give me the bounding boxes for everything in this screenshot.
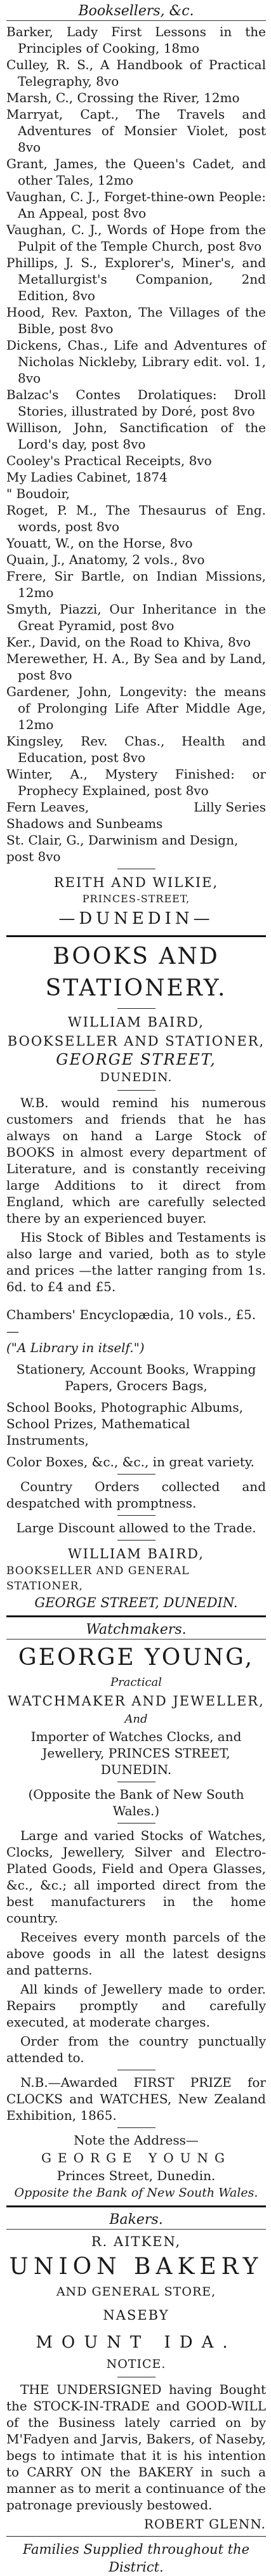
book-list-item: Smyth, Piazzi, Our Inheritance in the Great Pyramid, post 8vo <box>6 601 266 633</box>
stationery-line: Stationery, Account Books, Wrapping Papers, Grocers Bags, <box>16 1362 256 1393</box>
notice-line: NOTICE. <box>106 2357 166 2371</box>
book-list-item: Phillips, J. S., Explorer's, Miner's, and Metallurgist's Companion, 2nd Edition, 8vo <box>6 255 266 303</box>
section-divider <box>6 1615 266 1617</box>
fern-leaves-row <box>6 799 266 815</box>
book-list-item: My Ladies Cabinet, 1874 <box>6 470 168 485</box>
short-divider <box>117 2127 155 2128</box>
book-list-item: Marryat, Capt., The Travels and Adventures of Monsier Violet, post 8vo <box>6 107 266 155</box>
reith-wilkie-name: REITH AND WILKIE, <box>53 875 219 890</box>
baird-paragraph-2: His Stock of Bibles and Testaments is also large and varied, both as to style and prices —the latter ranging from 1s. 6d. to £4 and £5. <box>6 1230 266 1294</box>
young-award: N.B.—Awarded FIRST PRIZE for CLOCKS and WATCHES, New Zealand Exhibition, 1865. <box>6 2075 266 2123</box>
baird-city: DUNEDIN. <box>100 1070 173 1084</box>
book-list-item: Quain, J., Anatomy, 2 vols., 8vo <box>6 552 205 567</box>
book-list-item: Merewether, H. A., By Sea and by Land, post 8vo <box>6 651 266 683</box>
section-divider <box>6 2536 266 2537</box>
country-orders-line: Country Orders collected and despatched with promptness. <box>6 1479 266 1511</box>
young-paragraph-3: All kinds of Jewellery made to order. Repairs promptly and carefully executed, at moderate charges. <box>6 1981 266 2030</box>
book-list-item: Vaughan, C. J., Forget-thine-own People: An Appeal, post 8vo <box>6 189 266 221</box>
baird-street: GEORGE STREET, <box>56 1051 216 1068</box>
book-list <box>6 23 266 799</box>
book-list-item: Roget, P. M., The Thesaurus of Eng. words, post 8vo <box>6 503 266 534</box>
bakers-heading: Bakers. <box>6 2211 266 2230</box>
general-store-line: AND GENERAL STORE, <box>56 2285 216 2299</box>
book-list-item: Kingsley, Rev. Chas., Health and Education, post 8vo <box>6 733 266 765</box>
young-address-street: Princes Street, Dunedin. <box>56 2168 216 2183</box>
color-boxes-line: Color Boxes, &c., &c., in great variety. <box>6 1454 254 1469</box>
section-divider <box>6 2205 266 2207</box>
young-importer: Importer of Watches Clocks, and Jewellery, PRINCES STREET, DUNEDIN. <box>30 1729 242 1777</box>
book-list-item: Gardener, John, Longevity: the means of Prolonging Life After Middle Age, 12mo <box>6 684 266 732</box>
book-list-item: Culley, R. S., A Handbook of Practical Telegraphy, 8vo <box>6 57 266 89</box>
young-note: Note the Address— <box>74 2132 199 2148</box>
glenn-signature: ROBERT GLENN. <box>143 2516 266 2532</box>
stclair-text: St. Clair, G., Darwinism and Design, post 8vo <box>6 832 239 864</box>
book-list-item: Dickens, Chas., Life and Adventures of Nicholas Nickleby, Library edit. vol. 1, 8vo <box>6 338 266 386</box>
book-list-item: Vaughan, C. J., Words of Hope from the Pulpit of the Temple Church, post 8vo <box>6 222 266 254</box>
book-list-item: Winter, A., Mystery Finished: or Prophecy Explained, post 8vo <box>6 766 266 798</box>
book-list-item: Marsh, C., Crossing the River, 12mo <box>6 90 240 105</box>
school-books-line: School Books, Photographic Albums, School Prizes, Mathematical Instruments, <box>6 1400 243 1448</box>
young-practical: Practical <box>110 1676 162 1689</box>
union-bakery-title: UNION BAKERY <box>9 2254 263 2280</box>
discount-line: Large Discount allowed to the Trade. <box>16 1520 256 1535</box>
watchmakers-heading: Watchmakers. <box>6 1621 266 1640</box>
shadows-text: Shadows and Sunbeams <box>6 816 163 831</box>
book-list-item: Willison, John, Sanctification of the Lord's day, post 8vo <box>6 420 266 452</box>
aitken-name: R. AITKEN, <box>91 2234 182 2249</box>
baird-signature-address: GEORGE STREET, DUNEDIN. <box>34 1595 238 1610</box>
young-and: And <box>124 1712 148 1726</box>
short-divider <box>117 1515 155 1516</box>
glenn-paragraph: THE UNDERSIGNED having Bought the STOCK-IN-TRADE and GOOD-WILL of the Business lately carried on by M'Fadyen and Jarvis, Bakers, of Naseby, begs to intimate that it is his intention to CARRY ON the BAKERY in such a manner as to merit a continuance of the patronage previously bestowed. <box>6 2382 266 2513</box>
baird-headline: BOOKS AND STATIONERY. <box>45 943 227 1001</box>
young-paragraph-1: Large and varied Stocks of Watches, Clocks, Jewellery, Silver and Electro-Plated Goods, Field and Opera Glasses, &c., &c.; all imported direct from the best manufacturers in the home country. <box>6 1828 266 1926</box>
book-list-item: Youatt, W., on the Horse, 8vo <box>6 536 193 551</box>
young-address-name: GEORGE YOUNG <box>41 2150 231 2165</box>
book-list-item: Frere, Sir Bartle, on Indian Missions, 12mo <box>6 568 266 600</box>
short-divider <box>117 1823 155 1824</box>
book-list-item: Ker., David, on the Road to Khiva, 8vo <box>6 634 251 650</box>
section-divider <box>6 935 266 937</box>
book-list-item: Cooley's Practical Receipts, 8vo <box>6 453 212 468</box>
book-list-item: Grant, James, the Queen's Cadet, and other Tales, 12mo <box>6 156 266 188</box>
young-paragraph-4: Order from the country punctually attended to. <box>6 2034 266 2065</box>
young-paragraph-2: Receives every month parcels of the above goods in all the latest designs and patterns. <box>6 1929 266 1978</box>
short-divider <box>117 1474 155 1475</box>
mount-ida-line: MOUNT IDA. <box>36 2333 237 2352</box>
fern-leaves-text: Fern Leaves, <box>6 799 89 815</box>
baird-name: WILLIAM BAIRD, <box>68 1015 204 1030</box>
young-name: GEORGE YOUNG, <box>18 1645 254 1671</box>
baird-signature-name: WILLIAM BAIRD, <box>68 1546 204 1561</box>
families-supplied-line: Families Supplied throughout the District. <box>22 2542 250 2575</box>
reith-wilkie-street: PRINCES-STREET, <box>82 893 190 905</box>
lilly-series-text: Lilly Series <box>194 799 266 815</box>
reith-wilkie-city: —DUNEDIN— <box>58 909 214 928</box>
book-list-item: Hood, Rev. Paxton, The Villages of the Bible, post 8vo <box>6 305 266 336</box>
baird-paragraph-1: W.B. would remind his numerous customers and friends that he has always on hand a Large Stock of BOOKS in almost every department of Literature, and is constantly receiving large Additions to it direct from England, which are carefully selected there by an experienced buyer. <box>6 1095 266 1226</box>
book-list-item: Balzac's Contes Drolatiques: Droll Stories, illustrated by Doré, post 8vo <box>6 387 266 419</box>
short-divider <box>117 1540 155 1541</box>
baird-signature-title: BOOKSELLER AND GENERAL STATIONER, <box>6 1565 190 1593</box>
baird-title: BOOKSELLER AND STATIONER, <box>7 1034 265 1049</box>
book-list-item: " Boudoir, <box>6 486 70 501</box>
chambers-line: Chambers' Encyclopædia, 10 vols., £5.— <box>6 1307 256 1339</box>
short-divider <box>117 1008 155 1009</box>
library-quote: ("A Library in itself.") <box>6 1340 145 1355</box>
booksellers-heading: Booksellers, &c. <box>6 3 266 21</box>
naseby-line: NASEBY <box>103 2308 169 2323</box>
young-opposite: (Opposite the Bank of New South Wales.) <box>28 1787 244 1818</box>
young-title: WATCHMAKER AND JEWELLER, <box>8 1693 265 1709</box>
young-address-opposite: Opposite the Bank of New South Wales. <box>14 2186 258 2200</box>
book-list-item: Barker, Lady First Lessons in the Principles of Cooking, 18mo <box>6 24 266 56</box>
short-divider <box>117 1090 155 1091</box>
